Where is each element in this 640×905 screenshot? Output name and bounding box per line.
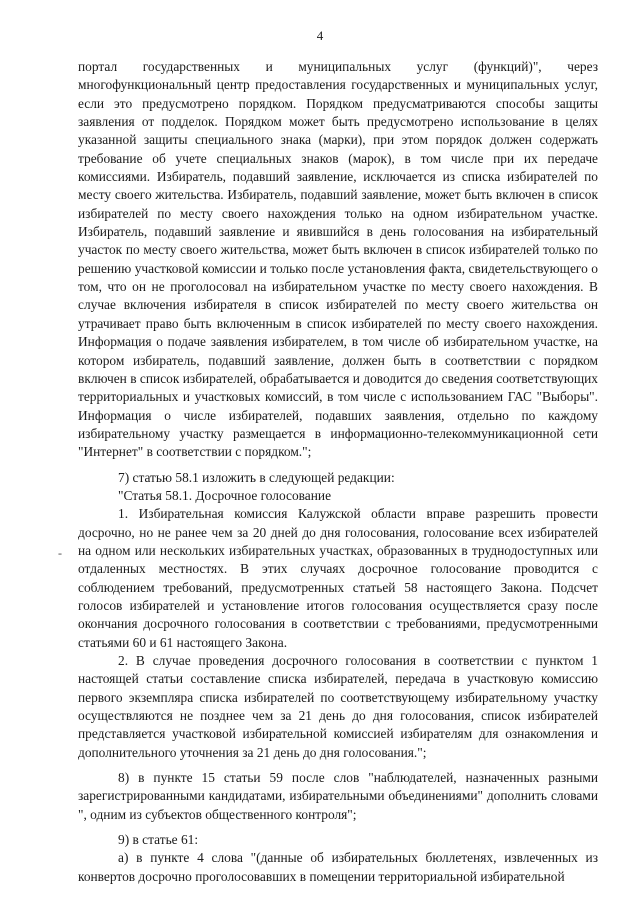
paragraph-item-7: 7) статью 58.1 изложить в следующей редакции: bbox=[118, 469, 395, 485]
paragraph-continuation: портал государственных и муниципальных услуг (функций)", через многофункциональный центр предоставления государственных и муниципальных услуг, если это предусмотрено порядком. Порядком предусматриваются способы защиты заявления от подделок. Порядком может быть предусмотрено использование в целях указанной защиты специального знака (марки), при этом порядок должен содержать требование об учете специальных знаков (марок), в том числе при их передаче комиссиями. Избиратель, подавший заявление, исключается из списка избирателей по месту своего жительства. Избиратель, подавший заявление, может быть включен в список избирателей по месту своего нахождения только на одном избирательном участке. Избиратель, подавший заявление и явившийся в день голосования на избирательный участок по месту своего жительства, может быть включен в список избирателей только по решению участковой комиссии и только после установления факта, свидетельствующего о том, что он не проголосовал на избирательном участке по месту своего нахождения. В случае включения избирателя в список избирателей по месту своего жительства он утрачивает право быть включенным в список избирателей по месту своего нахождения. Информация о подаче заявления избирателем, в том числе об избирательном участке, на котором избиратель, подавший заявление, должен быть в соответствии с порядком включен в список избирателей, обрабатывается и доводится до сведения соответствующих территориальных и участковых комиссий, в том числе с использованием ГАС "Выборы". Информация о числе избирателей, подавших заявления, отдельно по каждому избирательному участку размещается в информационно-телекоммуникационной сети "Интернет" в соответствии с порядком."; bbox=[78, 59, 598, 460]
document-body bbox=[78, 58, 598, 886]
paragraph-item-9: 9) в статье 61: bbox=[118, 832, 199, 848]
page-number: 4 bbox=[316, 28, 324, 43]
article-clause-1: 1. Избирательная комиссия Калужской области вправе разрешить провести досрочно, но не ранее чем за 20 дней до дня голосования, голосование всех избирателей на одном или нескольких избирательных участках, образованных в труднодоступных или отдаленных местностях. В этих случаях досрочное голосование проводится с соблюдением требований, предусмотренных статьей 58 настоящего Закона. Подсчет голосов избирателей и установление итогов голосования осуществляется сразу после окончания досрочного голосования в соответствии с требованиями, предусмотренными статьями 60 и 61 настоящего Закона. bbox=[78, 506, 598, 650]
article-heading: "Статья 58.1. Досрочное голосование bbox=[118, 487, 332, 503]
paragraph-subitem-a: а) в пункте 4 слова "(данные об избирательных бюллетенях, извлеченных из конвертов досрочно проголосовавших в помещении территориальной избирательной bbox=[78, 850, 598, 884]
article-clause-2: 2. В случае проведения досрочного голосования в соответствии с пунктом 1 настоящей статьи составление списка избирателей, передача в участковую комиссию первого экземпляра списка избирателей по соответствующему избирательному участку осуществляются не позднее чем за 21 день до дня голосования, список избирателей представляется участковой избирательной комиссией избирателям для ознакомления и дополнительного уточнения за 21 день до дня голосования."; bbox=[78, 653, 598, 760]
paragraph-item-8: 8) в пункте 15 статьи 59 после слов "наблюдателей, назначенных разными зарегистрированными кандидатами, избирательными объединениями" дополнить словами ", одним из субъектов общественного контроля"; bbox=[78, 770, 598, 822]
margin-mark: - bbox=[58, 546, 62, 560]
